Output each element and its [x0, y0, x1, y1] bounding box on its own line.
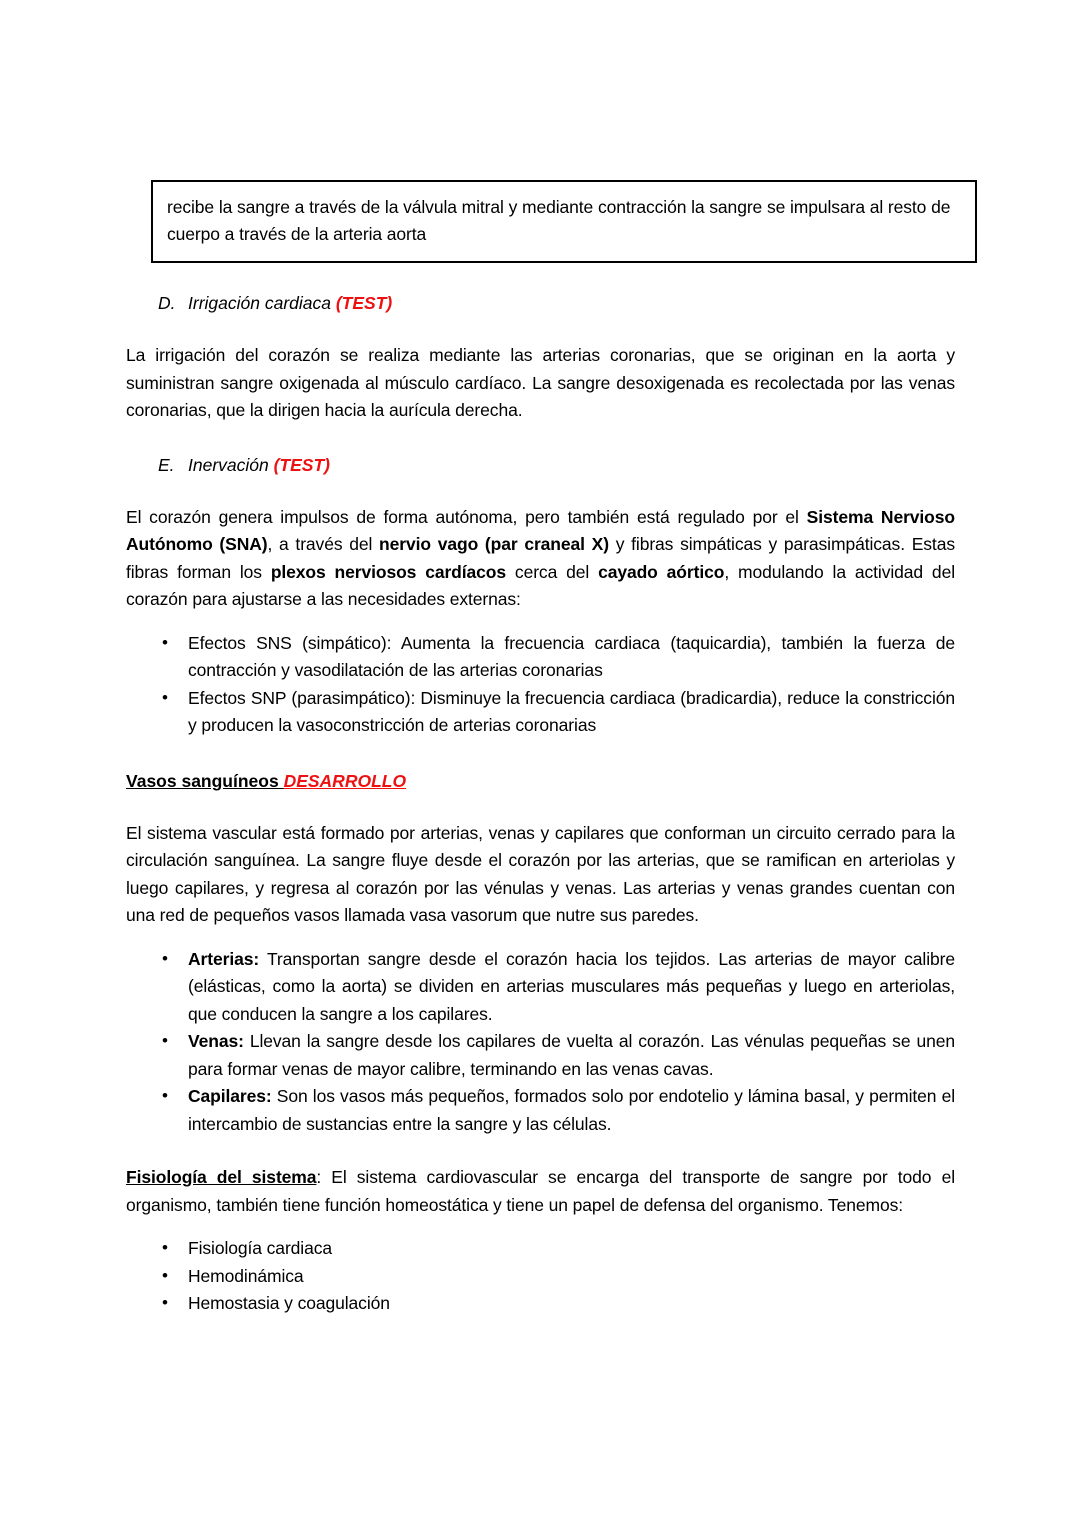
list-item: • Efectos SNP (parasimpático): Disminuye la frecuencia cardiaca (bradicardia), reduce la constricción y producen la vasoconstricción de arterias coronarias: [188, 685, 955, 740]
inervacion-text-3: y fibras simpáticas y parasimpáticas. Estas fibras forman los: [126, 534, 955, 582]
list-fisiologia-temas: [126, 1235, 955, 1318]
document-content: [126, 180, 955, 1318]
inervacion-bold-nervio-vago: nervio vago (par craneal X): [379, 534, 609, 554]
inervacion-text-1: El corazón genera impulsos de forma autónoma, pero también está regulado por el: [126, 506, 807, 527]
paragraph-sistema-vascular: El sistema vascular está formado por arterias, venas y capilares que conforman un circuito cerrado para la circulación sanguínea. La sangre fluye desde el corazón por las arterias, que se ramifican en arteriolas y luego capilares, y regresa al corazón por las vénulas y venas. Las arterias y venas grandes cuentan con una red de pequeños vasos llamada vasa vasorum que nutre sus paredes.: [126, 822, 955, 925]
list-item-label: Arterias:: [188, 948, 260, 969]
list-efectos-sistema-nervioso: [126, 630, 955, 740]
list-item-label: Capilares:: [188, 1086, 272, 1106]
paragraph-irrigacion: La irrigación del corazón se realiza mediante las arterias coronarias, que se originan en la aorta y suministran sangre oxigenada al músculo cardíaco. La sangre desoxigenada es recolectada por las venas coronarias, que la dirigen hacia la aurícula derecha.: [126, 345, 955, 420]
framed-quote-box: [151, 180, 977, 263]
heading-d-test-tag: (TEST): [335, 293, 393, 313]
paragraph-fisiologia-sistema: [126, 1164, 955, 1219]
list-item: • Fisiología cardiaca: [188, 1235, 955, 1263]
list-tipos-vasos: [126, 946, 955, 1139]
heading-e-title: Inervación: [188, 454, 274, 475]
inervacion-text-4: cerca del: [506, 561, 599, 582]
list-item: [188, 946, 955, 1029]
list-item: • Hemostasia y coagulación: [188, 1290, 955, 1318]
heading-e-inervacion: [158, 452, 955, 478]
heading-e-test-tag: (TEST): [273, 454, 330, 475]
heading-d-irrigacion-cardiaca: [158, 290, 955, 316]
inervacion-bold-plexos: plexos nerviosos cardíacos: [270, 561, 507, 582]
list-item-text: Transportan sangre desde el corazón hacia los tejidos. Las arterias de mayor calibre (elásticas, como la aorta) se dividen en arterias musculares más pequeñas y luego en arteriolas, que conducen la sangre a los capilares.: [188, 948, 955, 1024]
list-item-text: Llevan la sangre desde los capilares de vuelta al corazón. Las vénulas pequeñas se unen para formar venas de mayor calibre, terminando en las venas cavas.: [188, 1031, 955, 1079]
list-item: [188, 1083, 955, 1138]
list-item-label: Venas:: [188, 1031, 244, 1051]
inervacion-bold-sna: Sistema Nervioso Autónomo (SNA): [126, 506, 955, 554]
list-item: • Hemodinámica: [188, 1263, 955, 1291]
list-item: [188, 1028, 955, 1083]
paragraph-inervacion: [126, 504, 955, 614]
fisiologia-text: : El sistema cardiovascular se encarga del transporte de sangre por todo el organismo, también tiene función homeostática y tiene un papel de defensa del organismo. Tenemos:: [126, 1167, 955, 1215]
heading-vasos-main: Vasos sanguíneos: [126, 770, 284, 791]
inervacion-bold-cayado: cayado aórtico: [598, 561, 725, 582]
heading-d-marker: D.: [158, 293, 176, 313]
list-item-text: Son los vasos más pequeños, formados solo por endotelio y lámina basal, y permiten el intercambio de sustancias entre la sangre y las células.: [188, 1086, 955, 1134]
inervacion-text-2: , a través del: [267, 534, 380, 554]
inervacion-text-5: , modulando la actividad del corazón para ajustarse a las necesidades externas:: [126, 561, 955, 609]
heading-e-marker: E.: [158, 454, 175, 475]
heading-d-title: Irrigación cardiaca: [188, 293, 336, 313]
fisiologia-label: Fisiología del sistema: [126, 1167, 317, 1187]
heading-vasos-desarrollo-tag: DESARROLLO: [283, 770, 407, 791]
list-item: • Efectos SNS (simpático): Aumenta la frecuencia cardiaca (taquicardia), también la fuerza de contracción y vasodilatación de las arterias coronarias: [188, 630, 955, 685]
heading-vasos-sanguineos: [126, 768, 955, 794]
quote-box-text: recibe la sangre a través de la válvula mitral y mediante contracción la sangre se impulsara al resto de cuerpo a través de la arteria aorta: [167, 197, 951, 244]
